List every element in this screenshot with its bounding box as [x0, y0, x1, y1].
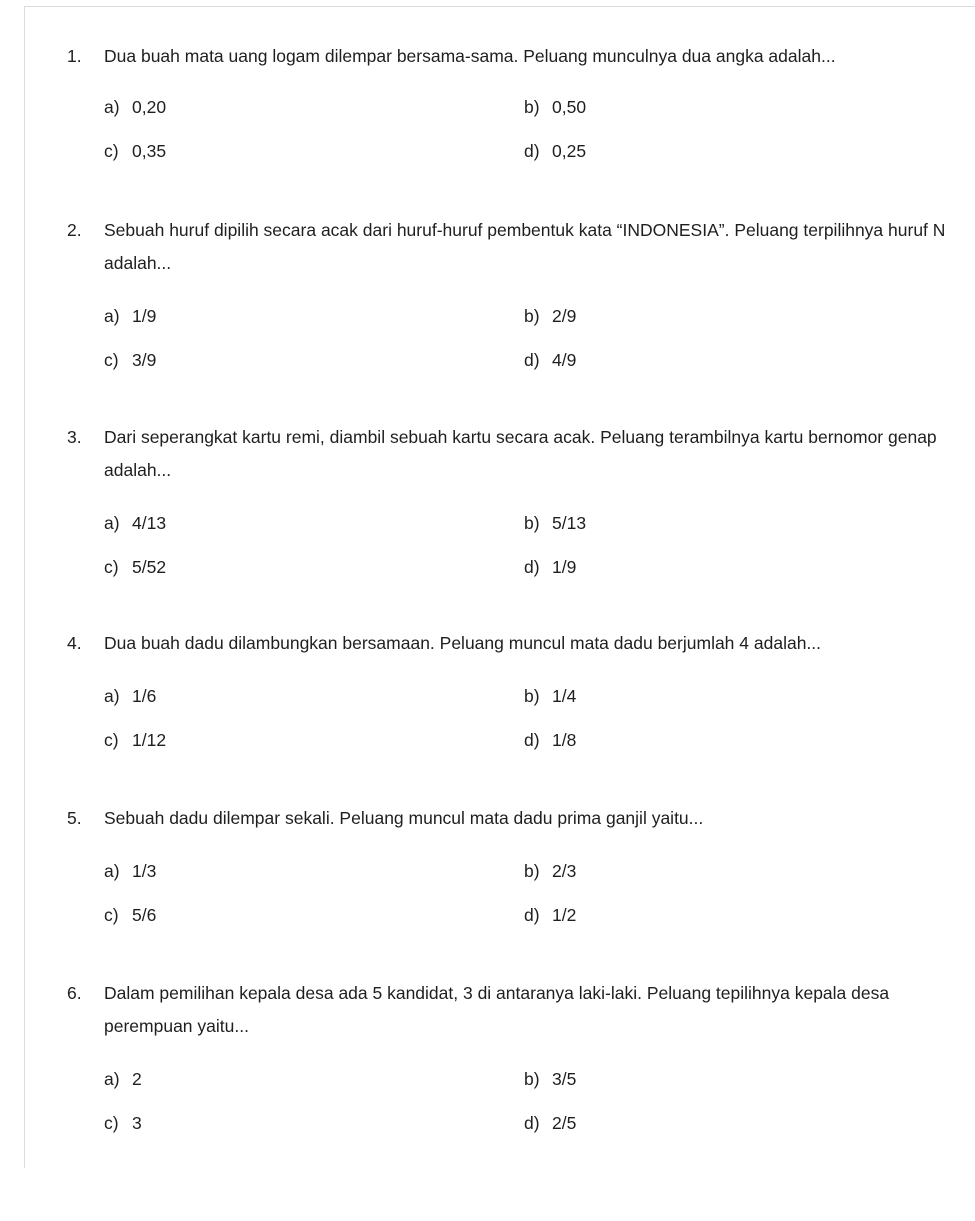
option-value: 1/4 [552, 686, 577, 706]
question-header [0, 40, 975, 73]
option-letter: a) [104, 686, 120, 706]
option-value: 4/9 [552, 350, 577, 370]
option-letter: a) [104, 1069, 120, 1089]
option-letter: b) [524, 686, 540, 706]
question-header [0, 627, 975, 660]
options-grid [0, 96, 975, 184]
option-d [524, 904, 576, 926]
options-grid [0, 305, 975, 393]
option-value: 3 [132, 1113, 142, 1133]
option-value: 3/9 [132, 350, 157, 370]
option-d [524, 556, 576, 578]
options-grid [0, 860, 975, 948]
question-text: Sebuah huruf dipilih secara acak dari huruf-huruf pembentuk kata “INDONESIA”. Peluang terpilihnya huruf N adalah... [104, 220, 946, 273]
option-letter: c) [104, 557, 119, 577]
option-letter: c) [104, 141, 119, 161]
option-b [524, 305, 576, 327]
question-3 [0, 421, 975, 600]
options-grid [0, 512, 975, 600]
question-5 [0, 802, 975, 948]
question-text: Dalam pemilihan kepala desa ada 5 kandidat, 3 di antaranya laki-laki. Peluang tepilihnya kepala desa perempuan yaitu... [104, 983, 890, 1036]
question-number: 1. [67, 46, 82, 66]
option-c [104, 729, 166, 751]
question-text: Dua buah dadu dilambungkan bersamaan. Peluang muncul mata dadu berjumlah 4 adalah... [104, 633, 822, 653]
option-value: 1/9 [552, 557, 577, 577]
option-a [104, 305, 156, 327]
question-1 [0, 40, 975, 184]
option-c [104, 349, 156, 371]
question-4 [0, 627, 975, 773]
option-d [524, 729, 576, 751]
question-text: Dua buah mata uang logam dilempar bersama-sama. Peluang munculnya dua angka adalah... [104, 46, 836, 66]
option-letter: c) [104, 1113, 119, 1133]
option-value: 2/5 [552, 1113, 577, 1133]
option-c [104, 140, 166, 162]
option-letter: d) [524, 350, 540, 370]
question-number: 3. [67, 427, 82, 447]
option-value: 1/2 [552, 905, 577, 925]
option-value: 2/9 [552, 306, 577, 326]
option-letter: b) [524, 861, 540, 881]
option-letter: a) [104, 97, 120, 117]
option-a [104, 1068, 142, 1090]
option-letter: d) [524, 1113, 540, 1133]
option-letter: c) [104, 905, 119, 925]
option-value: 5/52 [132, 557, 167, 577]
option-value: 1/12 [132, 730, 167, 750]
option-letter: a) [104, 306, 120, 326]
option-letter: c) [104, 730, 119, 750]
option-b [524, 1068, 576, 1090]
question-header [0, 214, 975, 280]
question-header [0, 802, 975, 835]
option-letter: d) [524, 905, 540, 925]
option-a [104, 512, 166, 534]
options-grid [0, 685, 975, 773]
option-c [104, 556, 166, 578]
option-value: 1/3 [132, 861, 157, 881]
option-d [524, 140, 586, 162]
option-letter: b) [524, 306, 540, 326]
option-letter: b) [524, 97, 540, 117]
option-b [524, 685, 576, 707]
option-value: 5/6 [132, 905, 157, 925]
question-6 [0, 977, 975, 1156]
question-number: 4. [67, 633, 82, 653]
option-letter: d) [524, 730, 540, 750]
option-letter: b) [524, 513, 540, 533]
question-2 [0, 214, 975, 393]
option-d [524, 349, 576, 371]
question-header [0, 421, 975, 487]
option-value: 1/8 [552, 730, 577, 750]
question-header [0, 977, 975, 1043]
option-letter: b) [524, 1069, 540, 1089]
question-text: Dari seperangkat kartu remi, diambil sebuah kartu secara acak. Peluang terambilnya kartu bernomor genap adalah... [104, 427, 937, 480]
option-letter: a) [104, 513, 120, 533]
option-value: 0,20 [132, 97, 167, 117]
question-number: 6. [67, 983, 82, 1003]
question-number: 5. [67, 808, 82, 828]
question-text: Sebuah dadu dilempar sekali. Peluang muncul mata dadu prima ganjil yaitu... [104, 808, 704, 828]
option-value: 0,25 [552, 141, 587, 161]
option-value: 5/13 [552, 513, 587, 533]
option-letter: a) [104, 861, 120, 881]
option-c [104, 1112, 142, 1134]
option-c [104, 904, 156, 926]
question-number: 2. [67, 220, 82, 240]
option-letter: d) [524, 557, 540, 577]
option-a [104, 860, 156, 882]
option-d [524, 1112, 576, 1134]
option-a [104, 96, 166, 118]
option-value: 1/6 [132, 686, 157, 706]
option-value: 0,35 [132, 141, 167, 161]
option-a [104, 685, 156, 707]
options-grid [0, 1068, 975, 1156]
option-b [524, 860, 576, 882]
option-value: 2/3 [552, 861, 577, 881]
option-letter: d) [524, 141, 540, 161]
option-value: 0,50 [552, 97, 587, 117]
option-b [524, 512, 586, 534]
option-value: 1/9 [132, 306, 157, 326]
option-value: 2 [132, 1069, 142, 1089]
option-letter: c) [104, 350, 119, 370]
option-value: 3/5 [552, 1069, 577, 1089]
option-value: 4/13 [132, 513, 167, 533]
option-b [524, 96, 586, 118]
